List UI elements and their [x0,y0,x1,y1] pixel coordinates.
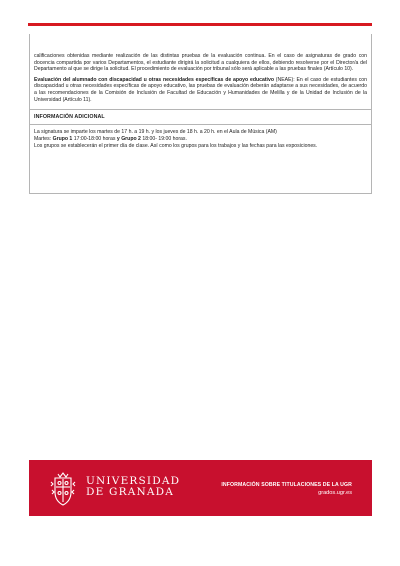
additional-info-body [30,125,371,150]
group2-label: Grupo 2 [121,136,141,143]
guide-content-box [29,34,372,194]
group2-time: 18:00- 19:00 horas. [140,136,187,143]
university-name-line2: DE GRANADA [86,486,175,498]
groups-line [34,136,367,143]
schedule-line: La signatura se imparte los martes de 17 h. a 19 h. y los jueves de 18 h. a 20 h. en el Aula de Música (AM) [34,129,277,136]
university-name [86,476,180,498]
neae-text: (NEAE): En el caso de estudiantes con discapacidad u otras necesidades específicas de apoyo educativo, las pruebas de evaluación deberán adaptarse a sus necesidades, de acuerdo a las recomendaciones de la Comisión de Inclusión de Facultad de Educación y Humanidades de Melilla y de la Unidad de Inclusión de la Universidad (Artículo 11). [34,76,368,103]
groups-and: y [116,136,122,143]
neae-paragraph [30,77,371,103]
university-footer [29,460,372,516]
university-crest-icon [49,468,77,508]
neae-heading: Evaluación del alumnado con discapacidad u otras necesidades específicas de apoyo educativo [34,76,274,83]
group1-time: 17:00-18:00 horas [72,136,117,143]
degrees-info-title: INFORMACIÓN SOBRE TITULACIONES DE LA UGR [221,482,352,488]
degrees-info-link[interactable]: grados.ugr.es [318,490,352,496]
additional-info-header: INFORMACIÓN ADICIONAL [30,110,371,125]
evaluation-paragraph: calificaciones obtenidas mediante realización de las distintas pruebas de la evaluación continua. En el caso de asignaturas de grado con docencia compartida por varios Departamentos, el estudiante dirigirá la solicitud a cualquiera de ellos, debiendo resolverse por el Director/a del Departamento al que se dirige la solicitud. El procedimiento de evaluación por tribunal sólo será aplicable a las pruebas finales (Artículo 10). [34,53,367,73]
groups-prefix: Martes: [34,136,53,143]
university-name-line1: UNIVERSIDAD [86,475,181,487]
group1-label: Grupo 1 [52,136,73,143]
groups-note-line: Los grupos se establecerán el primer día de clase. Así como los grupos para los trabajos y las fechas para las exposiciones. [34,142,318,149]
header-rule [28,23,372,26]
